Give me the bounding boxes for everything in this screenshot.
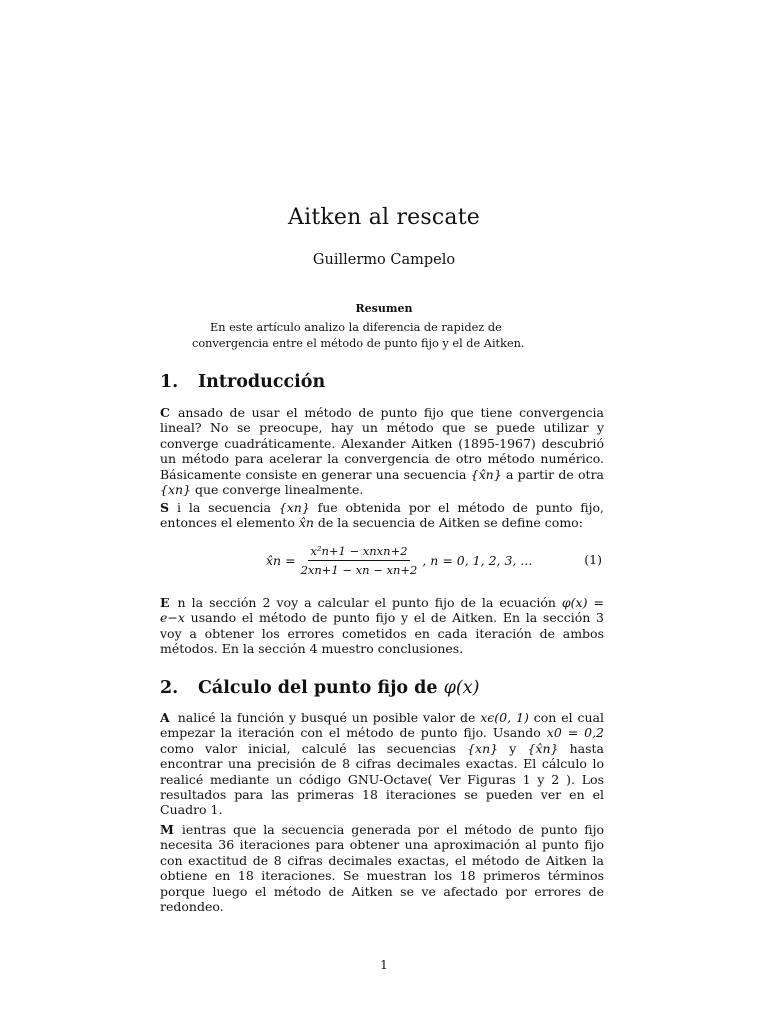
dropcap: M [160,822,174,837]
math-inline: {x̂n} [470,466,502,482]
section-number: 1. [160,372,179,392]
equation-fraction [299,544,420,577]
paragraph-text: a partir de otra [501,466,605,482]
math-inline: {x̂n} [527,740,559,756]
paragraph-text: como valor inicial, calculé las secuencias [160,740,468,756]
page-number: 1 [380,958,388,972]
dropcap: A [160,710,170,725]
paragraph-text: ientras que la secuencia generada por el método de punto fijo necesita 36 iteraciones para obtener una aproximación al punto fijo con exactitud de 8 cifras decimales exactas, el método de Aitken la obtiene en 18 iteraciones. Se muestran los 18 primeros términos porque luego el método de Aitken se ve afectado por errores de redondeo. [160,822,604,915]
paragraph-intro-3 [160,595,604,657]
paragraph-text: ansado de usar el método de punto fijo que tiene convergencia lineal? No se preocupe, hay un método que se puede utilizar y converge cuadráticamente. Alexander Aitken (1895-1967) descubrió un método para acelerar la convergencia de otro método numérico. Básicamente consiste en generar una secuencia [160,405,604,482]
section-title-math: φ(x) [443,678,480,698]
paragraph-text: hasta encontrar una precisión de 8 cifras decimales exactas. El cálculo lo realicé mediante un código GNU-Octave( Ver Figuras 1 y 2 ). Los resultados para las primeras 18 iteraciones se pueden ver en el Cuadro 1. [160,740,604,818]
math-inline: {xn} [160,482,192,498]
paragraph-text: fue obtenida por el método de punto fijo, entonces el elemento [160,500,604,531]
equation-suffix: , n = 0, 1, 2, 3, ... [422,552,533,568]
paragraph-intro-2 [160,500,604,531]
section-heading-1 [160,372,325,392]
math-inline: x̂n [298,515,314,531]
abstract-heading: Resumen [355,302,413,315]
paper-author: Guillermo Campelo [312,252,456,268]
equation-label: (1) [584,552,602,567]
abstract-text: En este artículo analizo la diferencia de rapidez de convergencia entre el método de punto fijo y el de Aitken. [192,321,525,350]
section-number: 2. [160,678,179,698]
paragraph-text: con el cual empezar la iteración con el método de punto fijo. Usando [160,710,604,741]
paragraph-text: y [498,740,528,756]
equation-1 [160,541,604,581]
paragraph-intro-1 [160,405,604,497]
equation-denominator: 2xn+1 − xn − xn+2 [300,562,418,577]
paper-title: Aitken al rescate [288,205,480,230]
section-title: Introducción [198,372,326,392]
math-inline: φ(x) = e−x [160,595,604,626]
math-inline: {xn} [278,500,310,515]
dropcap: C [160,405,170,420]
math-inline: {xn} [467,740,499,756]
paragraph-text: de la secuencia de Aitken se define como: [313,515,583,531]
dropcap: S [160,500,170,515]
section-heading-2 [160,678,479,698]
paragraph-text: nalicé la función y busqué un posible valor de [177,710,481,725]
equation-body [266,541,532,579]
paragraph-text: que converge linealmente. [191,482,364,498]
math-inline: x0 = 0,2 [546,725,604,741]
paragraph-text: n la sección 2 voy a calcular el punto fijo de la ecuación [177,595,562,610]
equation-lhs: x̂n = [266,552,296,568]
equation-numerator: x²n+1 − xnxn+2 [308,544,409,561]
dropcap: E [160,595,170,610]
paragraph-text: i la secuencia [177,500,279,515]
paragraph-text: usando el método de punto fijo y el de Aitken. En la sección 3 voy a obtener los errores cometidos en cada iteración de ambos métodos. En la sección 4 muestro conclusiones. [160,610,604,657]
paragraph-calc-2 [160,822,604,914]
paragraph-calc-1 [160,710,604,818]
math-inline: xϵ(0, 1) [480,710,529,725]
section-title: Cálculo del punto fijo de [198,678,438,698]
